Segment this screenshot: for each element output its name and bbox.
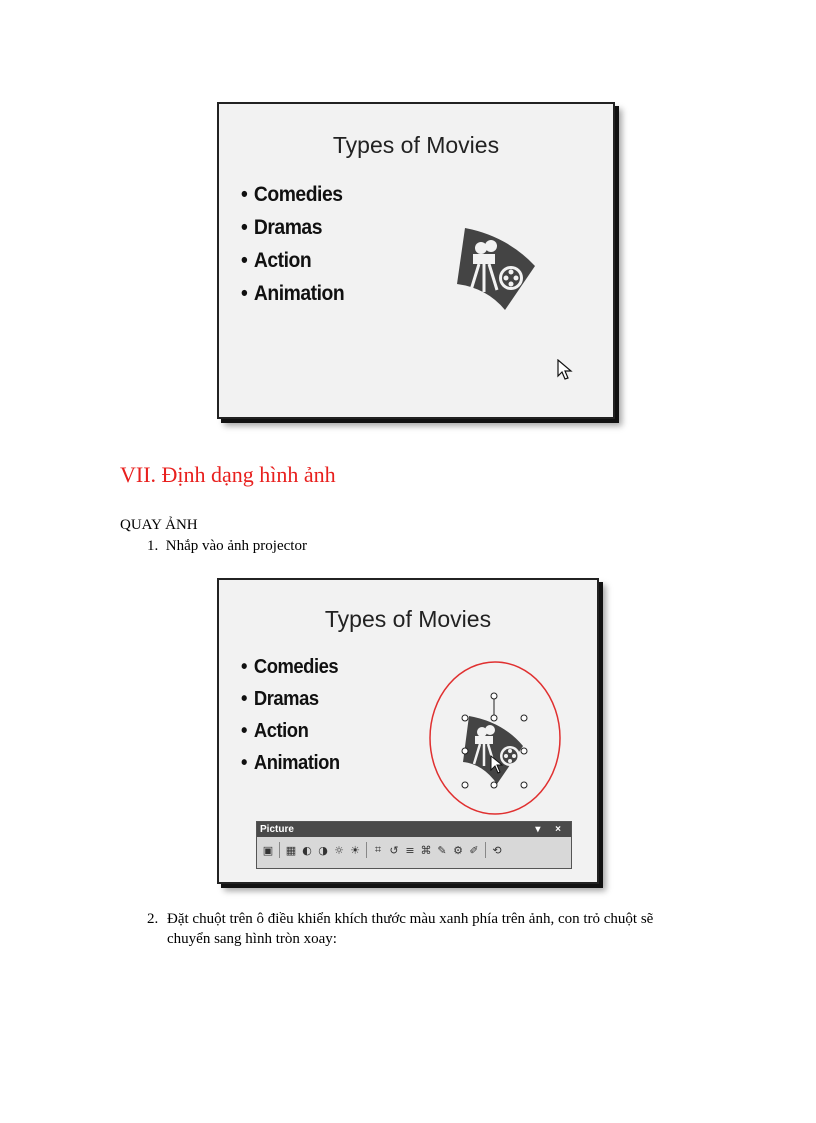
toolbar-separator — [279, 842, 280, 858]
more-brightness-icon[interactable]: ☼ — [334, 843, 344, 857]
rotate-left-icon[interactable]: ↺ — [389, 843, 399, 857]
line-style-icon[interactable]: ≡ — [405, 843, 415, 857]
bullet-item: • Action — [241, 249, 312, 272]
format-picture-icon[interactable]: ⚙ — [453, 843, 463, 857]
more-contrast-icon[interactable]: ◐ — [302, 843, 312, 857]
subheading: QUAY ẢNH — [120, 517, 198, 533]
bullet-item: • Dramas — [241, 688, 319, 710]
color-icon[interactable]: ▦ — [285, 843, 297, 857]
toolbar-title: Picture — [260, 824, 294, 835]
toolbar-separator — [485, 842, 486, 858]
toolbar-window-controls[interactable]: ▾ × — [535, 824, 567, 835]
bullet-item: • Comedies — [241, 656, 339, 678]
set-transparent-color-icon[interactable]: ✐ — [469, 843, 479, 857]
slide-title: Types of Movies — [332, 132, 500, 158]
bullet-item: • Animation — [241, 752, 340, 774]
projector-clipart-icon — [457, 228, 537, 312]
slide-screenshot-1 — [217, 102, 615, 419]
reset-picture-icon[interactable]: ⟲ — [492, 843, 502, 857]
step-2-number: 2. — [147, 911, 159, 927]
bullet-item: • Animation — [241, 282, 345, 305]
insert-picture-icon[interactable]: ▣ — [262, 843, 274, 857]
selected-projector-clipart[interactable] — [427, 638, 563, 816]
step-2-line-2: chuyển sang hình tròn xoay: — [167, 931, 337, 947]
compress-icon[interactable]: ⌘ — [420, 843, 432, 857]
bullet-item: • Comedies — [241, 183, 343, 206]
step-1-text: 1. Nhắp vào ảnh projector — [147, 538, 307, 554]
bullet-list — [241, 178, 344, 310]
toolbar-title-bar[interactable] — [257, 822, 571, 837]
bullet-item: • Dramas — [241, 216, 323, 239]
picture-toolbar — [256, 821, 572, 869]
section-heading: VII. Định dạng hình ảnh — [120, 462, 336, 487]
toolbar-separator — [366, 842, 367, 858]
bullet-item: • Action — [241, 720, 309, 742]
mouse-pointer-icon — [557, 359, 573, 381]
toolbar-buttons — [257, 837, 571, 863]
slide-title: Types of Movies — [324, 606, 492, 632]
less-brightness-icon[interactable]: ☀ — [350, 843, 360, 857]
step-2-line-1: Đặt chuột trên ô điều khiển khích thước màu xanh phía trên ảnh, con trỏ chuột sẽ — [167, 911, 654, 927]
bullet-list — [241, 651, 340, 779]
crop-icon[interactable]: ⌗ — [374, 843, 382, 856]
recolor-icon[interactable]: ✎ — [437, 843, 447, 857]
less-contrast-icon[interactable]: ◑ — [318, 843, 328, 857]
